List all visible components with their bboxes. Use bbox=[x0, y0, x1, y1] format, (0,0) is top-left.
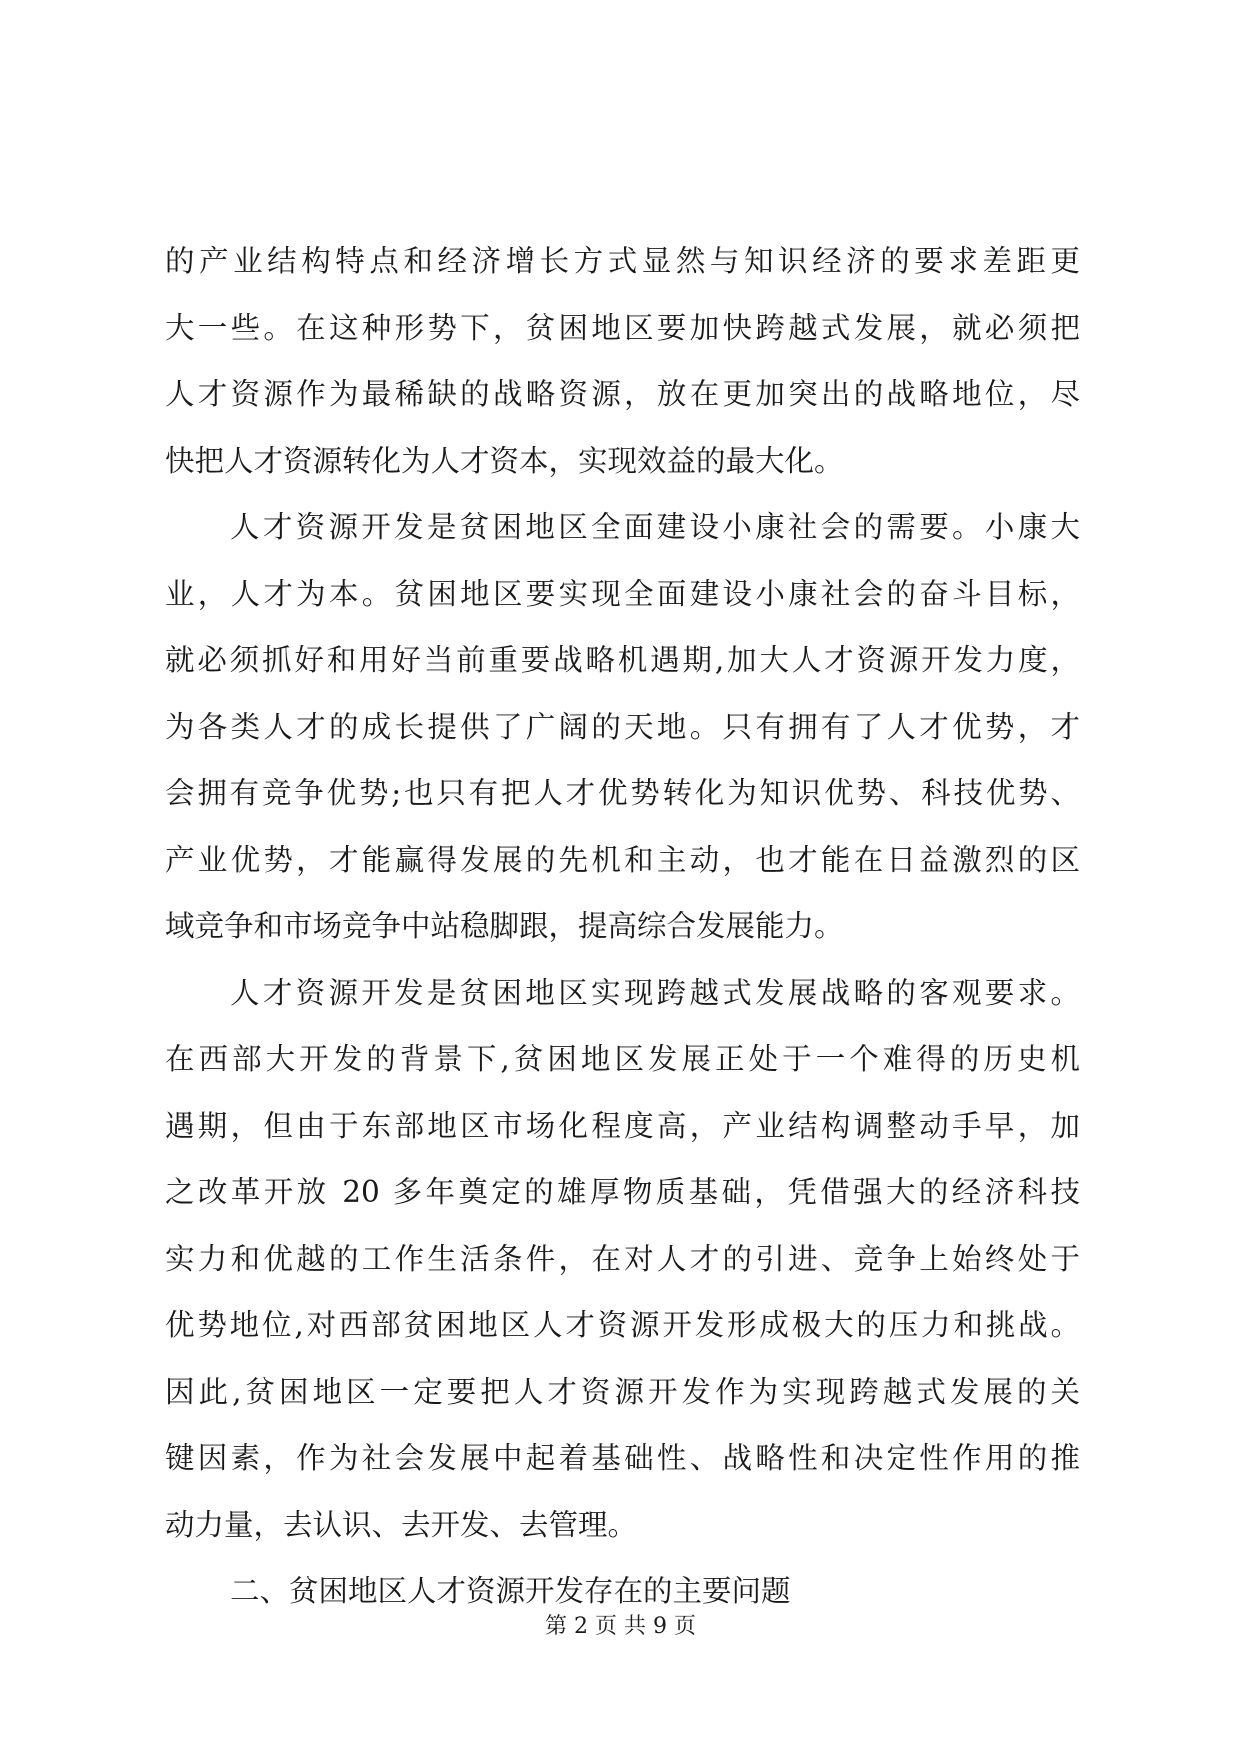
text-line: 优势地位,对西部贫困地区人才资源开发形成极大的压力和挑战。 bbox=[165, 1308, 1080, 1342]
text-line: 的产业结构特点和经济增长方式显然与知识经济的要求差距更 bbox=[165, 244, 1080, 278]
text-line: 动力量，去认识、去开发、去管理。 bbox=[165, 1507, 638, 1542]
paragraph-first-line: 人才资源开发是贫困地区实现跨越式发展战略的客观要求。 bbox=[230, 975, 1080, 1010]
text-line: 为各类人才的成长提供了广阔的天地。只有拥有了人才优势，才 bbox=[165, 709, 1080, 744]
text-line: 大一些。在这种形势下，贫困地区要加快跨越式发展，就必须把 bbox=[165, 310, 1080, 345]
page-footer: 第 2 页 共 9 页 bbox=[545, 1614, 696, 1639]
text-line: 业，人才为本。贫困地区要实现全面建设小康社会的奋斗目标， bbox=[165, 576, 1080, 611]
text-line: 快把人才资源转化为人才资本，实现效益的最大化。 bbox=[165, 443, 844, 478]
text-line: 在西部大开发的背景下,贫困地区发展正处于一个难得的历史机 bbox=[165, 1042, 1080, 1076]
text-line: 遇期，但由于东部地区市场化程度高，产业结构调整动手早，加 bbox=[165, 1108, 1080, 1143]
text-line: 就必须抓好和用好当前重要战略机遇期,加大人才资源开发力度， bbox=[165, 643, 1080, 677]
paragraph-first-line: 人才资源开发是贫困地区全面建设小康社会的需要。小康大 bbox=[230, 510, 1080, 544]
text-line: 产业优势，才能赢得发展的先机和主动，也才能在日益激烈的区 bbox=[165, 842, 1080, 877]
text-line: 会拥有竞争优势;也只有把人才优势转化为知识优势、科技优势、 bbox=[165, 776, 1080, 810]
text-line: 人才资源作为最稀缺的战略资源，放在更加突出的战略地位，尽 bbox=[165, 377, 1080, 411]
text-line: 之改革开放 20 多年奠定的雄厚物质基础，凭借强大的经济科技 bbox=[165, 1175, 1080, 1209]
text-line: 因此,贫困地区一定要把人才资源开发作为实现跨越式发展的关 bbox=[165, 1374, 1080, 1409]
text-line: 键因素，作为社会发展中起着基础性、战略性和决定性作用的推 bbox=[165, 1441, 1080, 1475]
body-text bbox=[165, 228, 1080, 1625]
section-heading: 二、贫困地区人才资源开发存在的主要问题 bbox=[230, 1574, 791, 1608]
text-line: 实力和优越的工作生活条件，在对人才的引进、竞争上始终处于 bbox=[165, 1241, 1080, 1276]
text-line: 域竞争和市场竞争中站稳脚跟，提高综合发展能力。 bbox=[165, 909, 844, 943]
